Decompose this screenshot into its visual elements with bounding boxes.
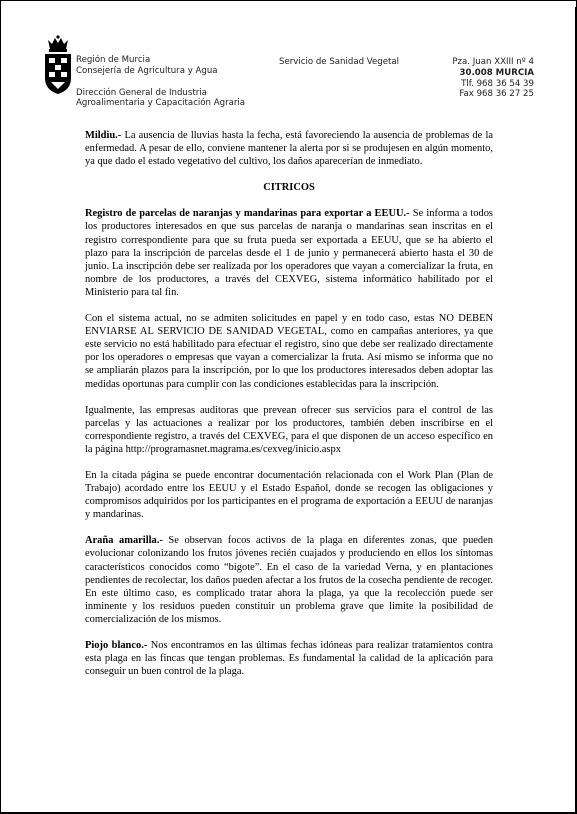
document-body (85, 129, 493, 691)
piojo-heading: Piojo blanco.- (85, 640, 148, 651)
sistema-paragraph: Con el sistema actual, no se admiten solicitudes en papel y en todo caso, estas NO DEBEN ENVIARSE AL SERVICIO DE SANIDAD VEGETAL, como en campañas anteriores, ya que este servicio no está habilitado para efectuar el registro, sino que debe ser realizado directamente por los operadores o empresas que vayan a comercializar la fruta. Así mismo se informa que no se ampliarán plazos para la inscripción, por lo que los productores interesados deben adoptar las medidas oportunas para cumplir con las condiciones establecidas para la inscripción. (85, 313, 493, 390)
letterhead (1, 1, 577, 121)
registro-heading: Registro de parcelas de naranjas y mandarinas para exportar a EEUU.- (85, 208, 410, 220)
fax: Fax 968 36 27 25 (459, 89, 534, 100)
workplan-paragraph: En la citada página se puede encontrar documentación relacionada con el Work Plan (Plan de Trabajo) acordado entre los EEUU y el Estado Español, donde se recogen las obligaciones y compromisos adquiridos por los participantes en el programa de exportación a EEUU de naranjas y mandarinas. (85, 469, 493, 521)
auditoras-paragraph: Igualmente, las empresas auditoras que prevean ofrecer sus servicios para el control de las parcelas y las actuaciones a realizar por los productores, también deben inscribirse en el correspondiente registro, a través del CEXVEG, para el que disponen de un acceso específico en la página http://programasnet.magrama.es/cexveg/inicio.aspx (85, 404, 493, 455)
mildiu-heading: Mildiu.- (85, 130, 122, 141)
piojo-paragraph: Piojo blanco.- Nos encontramos en las últimas fechas idóneas para realizar tratamientos contra esta plaga en las fincas que tengan problemas. Es fundamental la calidad de la aplicación para conseguir un buen control de la plaga. (85, 640, 493, 678)
dept-line-2: Agroalimentaria y Capacitación Agraria (76, 98, 246, 109)
org-line-1: Región de Murcia (76, 55, 151, 65)
region-coat-of-arms-logo (41, 34, 75, 104)
contact-block (437, 57, 534, 100)
citricos-heading: CITRICOS (263, 182, 315, 194)
dept-line-1: Dirección General de Industria (76, 87, 207, 98)
arana-heading: Araña amarilla.- (85, 535, 163, 547)
service-name: Servicio de Sanidad Vegetal (279, 57, 400, 67)
mildiu-paragraph: Mildiu.- La ausencia de lluvias hasta la fecha, está favoreciendo la ausencia de problemas de la enfermedad. A pesar de ello, conviene mantener la alerta por si se produjesen en algún momento, ya que dado el estado vegetativo del cultivo, los daños aparecerían de inmediato. (85, 130, 493, 168)
city: 30.008 MURCIA (459, 67, 534, 78)
org-line-2: Consejería de Agricultura y Agua (76, 65, 218, 76)
registro-paragraph: Registro de parcelas de naranjas y mandarinas para exportar a EEUU.- Se informa a todos los productores interesados en que sus parcelas de naranja o mandarinas sean inscritas en el registro correspondiente para que su fruta pueda ser exportada a EEUU, que se ha abierto el plazo para la inscripción de parcelas desde el 1 de junio y permanecerá abierto hasta el 30 de junio. La inscripción debe ser realizada por los operadores que vayan a comercializar la fruta, en nombre de los productores, a través del CEXVEG, sistema informático habilitado por el Ministerio para tal fin. (85, 208, 493, 298)
phone: Tlf. 968 36 54 39 (461, 78, 534, 89)
address: Pza. Juan XXIII nº 4 (452, 57, 534, 67)
organization-block (76, 55, 245, 109)
arana-paragraph: Araña amarilla.- Se observan focos activos de la plaga en diferentes zonas, que pueden evolucionar colonizando los frutos jóvenes recién cuajados y produciendo en ellos los síntomas característicos conocidos como “bigote”. En el caso de la variedad Verna, y en plantaciones pendientes de recolectar, los daños pueden afectar a los frutos de la cosecha pendiente de recoger. En este último caso, es complicado tratar ahora la plaga, ya que la recolección puede ser inminente y los residuos pueden constituir un problema grave que limite la posibilidad de comercialización de los mismos. (85, 535, 493, 625)
